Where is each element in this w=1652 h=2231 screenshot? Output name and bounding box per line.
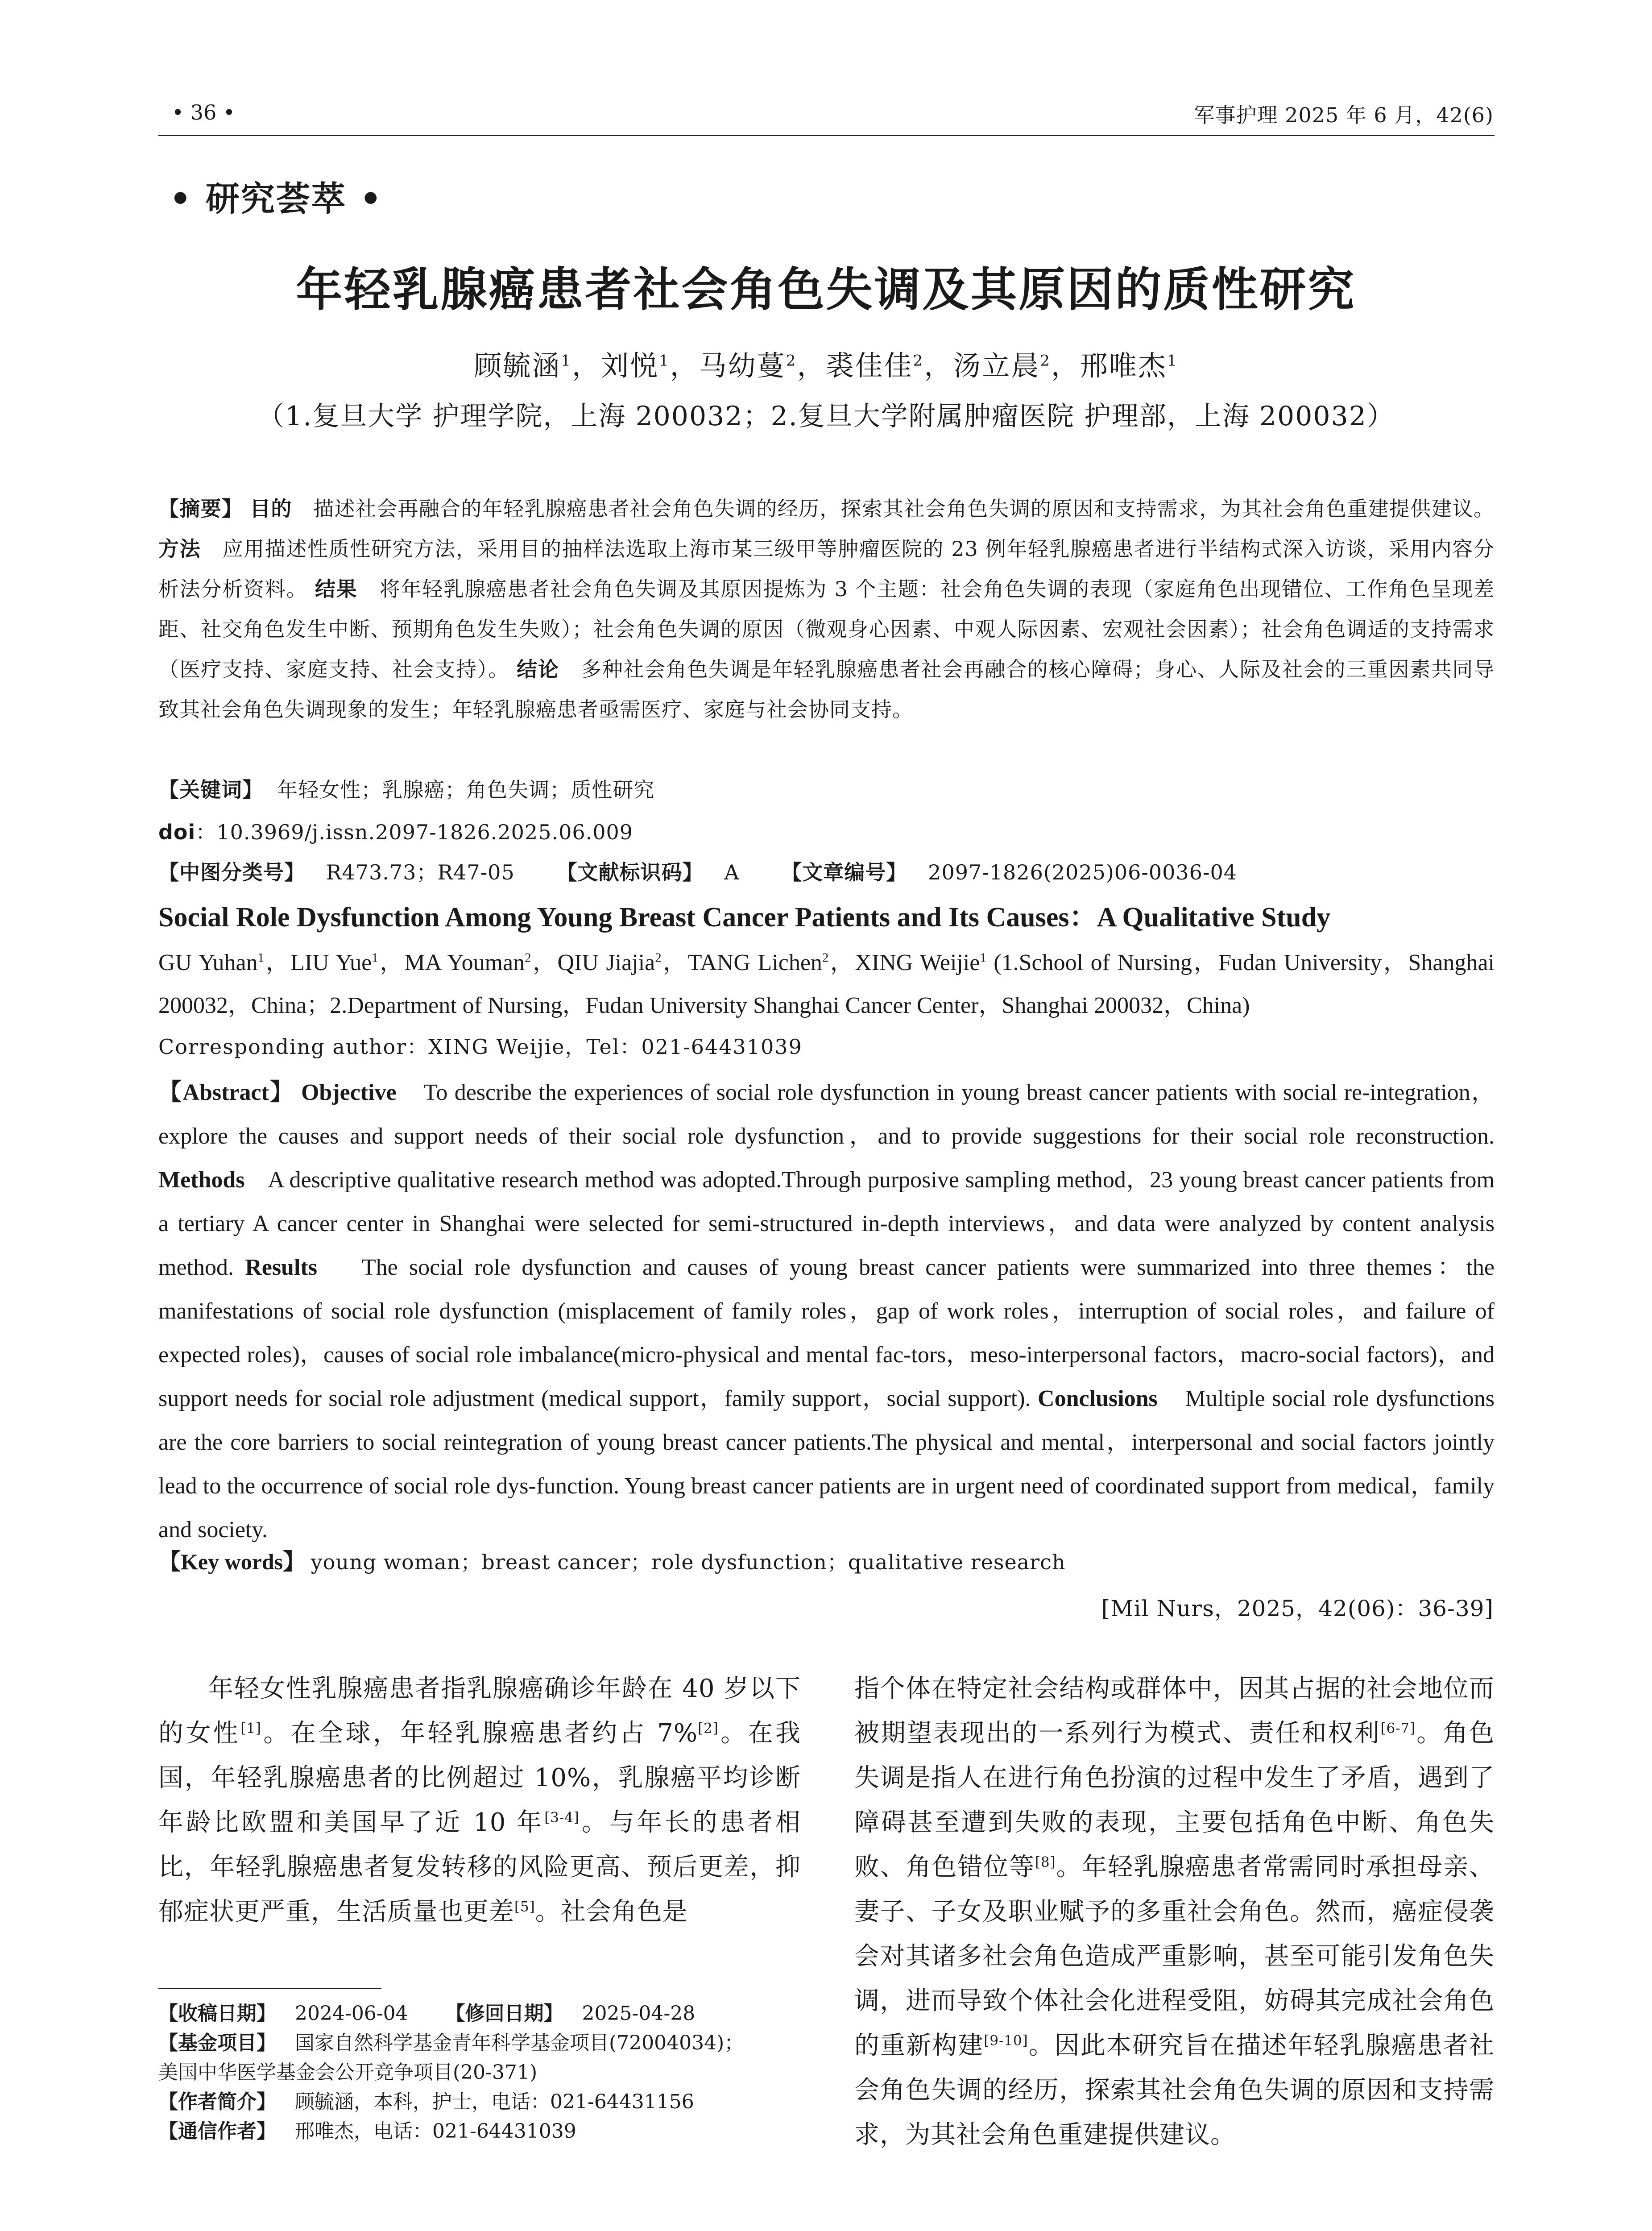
author-name: 顾毓涵 [474,349,561,382]
footnote-fund [158,2028,801,2058]
en-author-name: LIU Yue [290,950,372,975]
body-text: 指个体在特定社会结构或群体中，因其占据的社会地位而被期望表现出的一系列行为模式、责任和权利 [854,1674,1495,1748]
en-methods-label: Methods [158,1167,245,1193]
fund-label: 【基金项目】 [158,2032,276,2054]
cn-objective-label: 目的 [250,497,292,521]
corr-author: 邢唯杰，电话：021-64431039 [294,2120,576,2143]
body-text: 。在我国，年轻乳腺癌患者的比例超过 10%，乳腺癌平均诊断年龄比欧盟和美国早了近 10 年 [158,1719,801,1837]
en-author-affiliation-mark: 1 [372,951,378,965]
footnote-corr [158,2117,801,2146]
footnote-rule [158,1988,381,1989]
journal-info: 军事护理 2025 年 6 月，42(6) [1194,103,1494,127]
section-label: • 研究荟萃 • [170,179,383,219]
cn-conclusions-label: 结论 [517,657,559,681]
citation: [Mil Nurs，2025，42(06)：36-39] [1101,1596,1494,1621]
en-author-affiliation-mark: 2 [525,951,531,965]
cn-abstract-label: 【摘要】 [158,497,243,521]
received-label: 【收稿日期】 [158,2002,276,2025]
footnotes [158,1999,801,2146]
en-author-list: GU Yuhan$^1$，LIU Yue$^1$，MA Youman$^2$，QIU Jiajia$^2$，TANG Lichen$^2$，XING Weijie$^1$ [158,950,986,975]
fund-line1: 国家自然科学基金青年科学基金项目(72004034)； [294,2032,744,2054]
citation-ref: [3-4] [544,1809,580,1826]
body-text: 年轻女性乳腺癌患者指乳腺癌确诊年龄在 40 岁以下的女性 [158,1674,801,1748]
en-author-affiliation-mark: 1 [257,951,264,965]
en-author-name: TANG Lichen [687,950,822,975]
article-no-value: 2097-1826(2025)06-0036-04 [928,860,1238,884]
doc-code-value: A [724,860,740,884]
author-affiliation-mark: 1 [1167,352,1178,370]
author-name: 邢唯杰 [1080,349,1167,382]
article-no-label: 【文章编号】 [781,860,907,884]
citation-ref: [2] [698,1720,719,1737]
citation-ref: [9-10] [984,2032,1028,2049]
en-author-affiliation-mark: 1 [980,951,986,965]
cn-keywords-value: 年轻女性；乳腺癌；角色失调；质性研究 [277,778,655,802]
doi-line [158,812,1495,852]
author-affiliation-mark: 2 [786,352,797,370]
en-author-block [158,941,1495,1027]
author-name: 裘佳佳 [826,349,913,382]
author-intro-label: 【作者简介】 [158,2090,276,2113]
revised-label: 【修回日期】 [445,2002,563,2025]
footnote-dates [158,1999,801,2028]
cn-keywords [158,770,1495,810]
en-conclusions-text: Multiple social role dysfunctions are the core barriers to social reintegration of young breast cancer patients.The physical and mental，interpersonal and social factors jointly lead to the occurrence of social role dys-function. Young breast cancer patients are in urgent need of coordinated support from medical，family and society. [158,1386,1495,1543]
doc-code-label: 【文献标识码】 [556,860,704,884]
author-affiliation-mark: 1 [659,352,670,370]
author-name: 汤立晨 [953,349,1040,382]
en-objective-text: To describe the experiences of social role dysfunction in young breast cancer patients with social re-integration，explore the causes and support needs of their social role dysfunction，and to provide suggestions for their social role reconstruction. [158,1080,1495,1149]
revised-date: 2025-04-28 [582,2002,696,2025]
en-abstract [158,1071,1495,1552]
en-author-name: QIU Jiajia [557,950,655,975]
cn-keywords-label: 【关键词】 [158,778,263,802]
cn-methods-label: 方法 [158,537,201,561]
en-conclusions-label: Conclusions [1038,1386,1158,1411]
body-text: 。年轻乳腺癌患者常需同时承担母亲、妻子、子女及职业赋予的多重社会角色。然而，癌症侵袭会对其诸多社会角色造成严重影响，甚至可能引发角色失调，进而导致个体社会化进程受阻，妨碍其完成社会角色的重新构建 [854,1853,1495,2060]
paper-title: 年轻乳腺癌患者社会角色失调及其原因的质性研究 [296,262,1356,317]
cn-abstract [158,489,1495,730]
en-results-label: Results [245,1255,317,1280]
corresponding-author: Corresponding author：XING Weijie，Tel：021-64431039 [158,1035,803,1059]
citation-ref: [1] [240,1720,261,1737]
author-name: 马幼蔓 [699,349,786,382]
en-author-name: XING Weijie [855,950,980,975]
doi-value: ：10.3969/j.issn.2097-1826.2025.06.009 [195,820,633,844]
cn-objective-text: 描述社会再融合的年轻乳腺癌患者社会角色失调的经历，探索其社会角色失调的原因和支持需求，为其社会角色重建提供建议。 [313,497,1495,521]
en-title: Social Role Dysfunction Among Young Breast Cancer Patients and Its Causes：A Qualitative Study [158,902,1331,933]
body-text: 。与年长的患者相比，年轻乳腺癌患者复发转移的风险更高、预后更差，抑郁症状更严重，生活质量也更差 [158,1808,801,1926]
citation-ref: [5] [514,1899,535,1915]
author-affiliation-mark: 1 [561,352,572,370]
fund-line2: 美国中华医学基金会公开竞争项目(20-371) [158,2061,538,2084]
en-keywords-value: young woman；breast cancer；role dysfunction；qualitative research [311,1550,1066,1574]
body-text: 。社会角色是 [535,1897,688,1926]
cn-conclusions-text: 多种社会角色失调是年轻乳腺癌患者社会再融合的核心障碍；身心、人际及社会的三重因素共同导致其社会角色失调现象的发生；年轻乳腺癌患者亟需医疗、家庭与社会协同支持。 [158,657,1495,722]
en-abstract-label: 【Abstract】 [158,1080,294,1105]
en-keywords [158,1544,1495,1576]
author-affiliation-mark: 2 [1040,352,1051,370]
citation-ref: [6-7] [1380,1720,1416,1737]
classification-line [158,852,1495,892]
en-author-affiliation-mark: 2 [655,951,662,965]
clc-value: R473.73；R47-05 [326,860,515,884]
body-text: 。因此本研究旨在描述年轻乳腺癌患者社会角色失调的经历，探索其社会角色失调的原因和支持需求，为其社会角色重建提供建议。 [854,2031,1495,2149]
en-author-name: GU Yuhan [158,950,258,975]
en-results-text: The social role dysfunction and causes of young breast cancer patients were summarized into three themes：the manifestations of social role dysfunction (misplacement of family roles，gap of work roles，interruption of social roles，and failure of expected roles)，causes of social role imbalance(micro-physical and mental fac-tors，meso-interpersonal factors，macro-social factors)，and support needs for social role adjustment (medical support，family support，social support). [158,1255,1495,1411]
body-column-right [854,1667,1495,2157]
received-date: 2024-06-04 [294,2002,408,2025]
cn-results-text: 将年轻乳腺癌患者社会角色失调及其原因提炼为 3 个主题：社会角色失调的表现（家庭角色出现错位、工作角色呈现差距、社交角色发生中断、预期角色发生失败）；社会角色失调的原因（微观身心因素、中观人际因素、宏观社会因素）；社会角色调适的支持需求（医疗支持、家庭支持、社会支持）。 [158,577,1495,681]
body-column-left [158,1667,801,1934]
body-text: 。在全球，年轻乳腺癌患者约占 7% [261,1719,698,1748]
clc-label: 【中图分类号】 [158,860,305,884]
affiliation: （1.复旦大学 护理学院，上海 200032；2.复旦大学附属肿瘤医院 护理部，上海 200032） [257,401,1395,432]
en-author-name: MA Youman [404,950,525,975]
header-rule [158,135,1495,136]
author-intro: 顾毓涵，本科，护士，电话：021-64431156 [294,2090,694,2113]
en-methods-text: A descriptive qualitative research method was adopted.Through purposive sampling method，23 young breast cancer patients from a tertiary A cancer center in Shanghai were selected for semi-structured in-depth interviews，and data were analyzed by content analysis method. [158,1167,1495,1280]
author-affiliation-mark: 2 [913,352,924,370]
cn-results-label: 结果 [315,577,358,601]
author-list: 顾毓涵$^1$，刘悦$^1$，马幼蔓$^2$，裘佳佳$^2$，汤立晨$^2$，邢唯杰$^1$ [474,349,1178,382]
author-name: 刘悦 [601,349,659,382]
footnote-fund-cont [158,2058,801,2087]
body-text: 。角色失调是指人在进行角色扮演的过程中发生了矛盾，遇到了障碍甚至遭到失败的表现，主要包括角色中断、角色失败、角色错位等 [854,1719,1495,1882]
corr-author-label: 【通信作者】 [158,2120,276,2143]
en-author-affiliation-mark: 2 [822,951,829,965]
page-number: • 36 • [172,100,236,124]
footnote-author [158,2087,801,2117]
citation-ref: [8] [1035,1854,1056,1870]
en-objective-label: Objective [301,1080,397,1105]
doi-label: doi [158,820,196,844]
en-keywords-label: 【Key words】 [158,1549,306,1574]
en-affiliation: (1.School of Nursing，Fudan University，Shanghai 200032，China；2.Department of Nursing，Fudan University Shanghai Cancer Center，Shanghai 200032，China) [158,950,1495,1018]
cn-methods-text: 应用描述性质性研究方法，采用目的抽样法选取上海市某三级甲等肿瘤医院的 23 例年轻乳腺癌患者进行半结构式深入访谈，采用内容分析法分析资料。 [158,537,1495,601]
